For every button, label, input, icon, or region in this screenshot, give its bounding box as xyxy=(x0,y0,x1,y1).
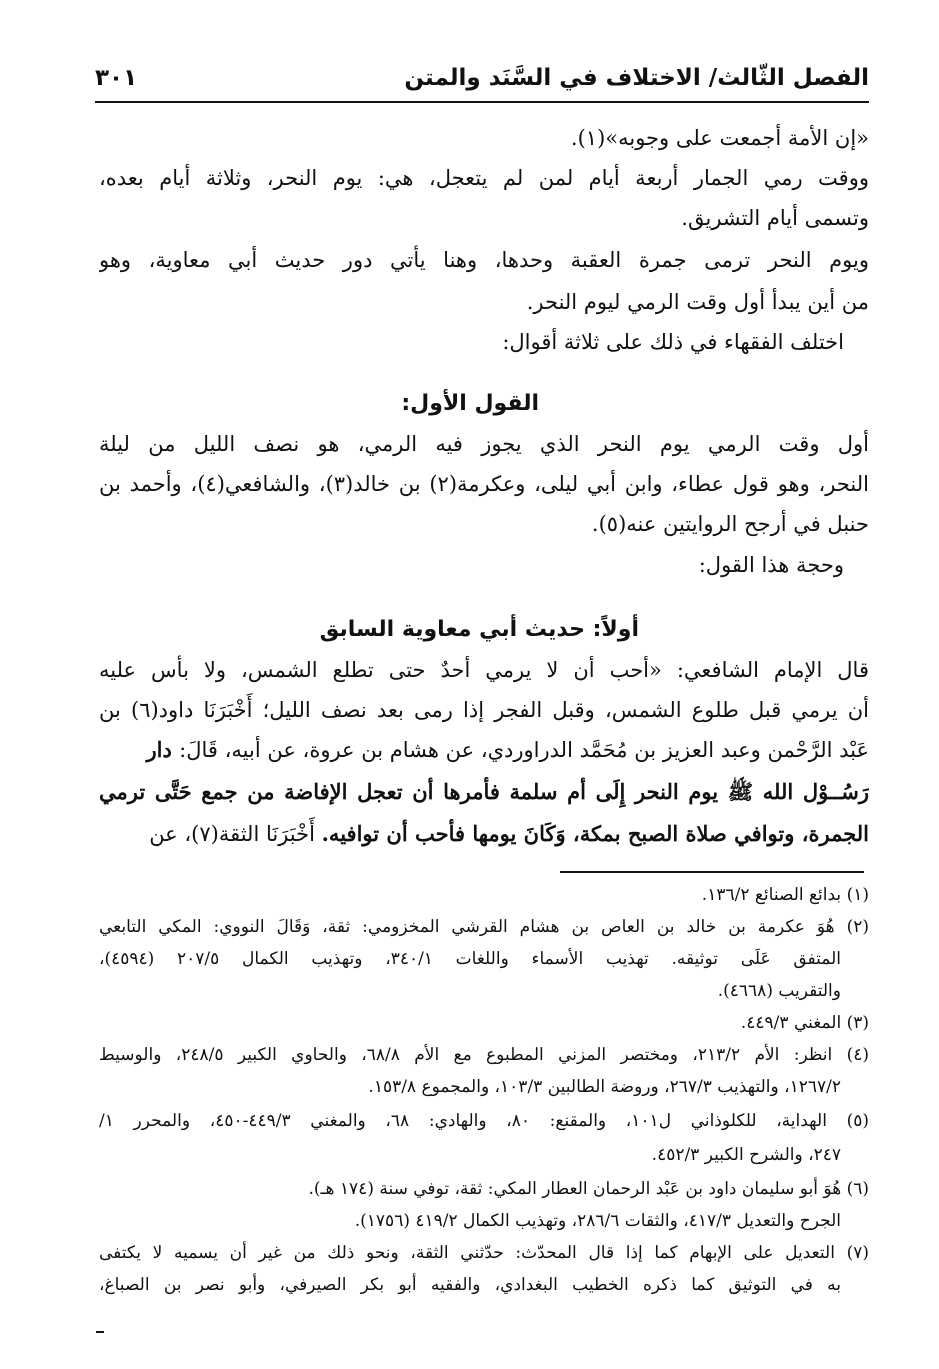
body-line: وتسمى أيام التشريق. xyxy=(681,206,869,230)
section-heading: القول الأول: xyxy=(401,391,539,416)
footnote-line: ١٢٦٧/٢، والتهذيب ٢٦٧/٣، وروضة الطالبين ١٠٣/٣، والمجموع ١٥٣/٨. xyxy=(368,1077,841,1097)
footnote-line: المتفق عَلَى توثيقه. تهذيب الأسماء واللغات ٣٤٠/١، وتهذيب الكمال ٢٠٧/٥ (٤٥٩٤)، xyxy=(99,949,841,969)
body-line: النحر، وهو قول عطاء، وابن أبي ليلى، وعكرمة(٢) بن خالد(٣)، والشافعي(٤)، وأحمد بن xyxy=(99,472,869,496)
hadith-text-bold: الجمرة، وتوافي صلاة الصبح بمكة، وَكَانَ يومها فأحب أن توافيه. xyxy=(321,821,869,846)
body-line: اختلف الفقهاء في ذلك على ثلاثة أقوال: xyxy=(502,330,844,354)
footnote-line: به في التوثيق كما ذكره الخطيب البغدادي، والفقيه أبو بكر الصيرفي، وأبو نصر بن الصباغ، xyxy=(99,1275,841,1295)
continuation-mark xyxy=(96,1331,104,1333)
body-line: «إن الأمة أجمعت على وجوبه»(١). xyxy=(570,126,869,150)
footnote-line: (٢) هُوَ عكرمة بن خالد بن العاص بن هشام القرشي المخزومي: ثقة، وَقَالَ النووي: المكي التابعي xyxy=(99,917,869,937)
footnote-line: (١) بدائع الصنائع ١٣٦/٢. xyxy=(701,885,869,905)
body-line: أن يرمي قبل طلوع الشمس، وقبل الفجر إذا رمى بعد نصف الليل؛ أَخْبَرَنَا داود(٦) بن xyxy=(99,698,869,722)
body-line: قال الإمام الشافعي: «أحب أن لا يرمي أحدٌ حتى تطلع الشمس، ولا بأس عليه xyxy=(99,658,869,682)
footnote-line: (٣) المغني ٤٤٩/٣. xyxy=(740,1013,869,1033)
footnote-line: (٥) الهداية، للكلوذاني ل١٠١، والمقنع: ٨٠، والهادي: ٦٨، والمغني ٤٤٩/٣-٤٥٠، والمحرر ١/ xyxy=(99,1111,869,1131)
footnote-line: الجرح والتعديل ٤١٧/٣، والثقات ٢٨٦/٦، وتهذيب الكمال ٤١٩/٢ (١٧٥٦). xyxy=(354,1211,841,1231)
body-line: أول وقت الرمي يوم النحر الذي يجوز فيه الرمي، هو نصف الليل من ليلة xyxy=(99,432,869,456)
footnote-line: (٤) انظر: الأم ٢١٣/٢، ومختصر المزني المطبوع مع الأم ٦٨/٨، والحاوي الكبير ٢٤٨/٥، والوسيط xyxy=(99,1045,869,1065)
footnote-divider xyxy=(560,871,864,873)
body-line xyxy=(99,730,869,770)
body-line-text: عَبْد الرَّحْمن وعبد العزيز بن مُحَمَّد الدراوردي، عن هشام بن عروة، عن أبيه، قَالَ: xyxy=(179,738,869,762)
footnote-line: والتقريب (٤٦٦٨). xyxy=(717,981,841,1001)
section-heading: أولاً: حديث أبي معاوية السابق xyxy=(319,617,639,642)
footnote-line: (٧) التعديل على الإبهام كما إذا قال المحدّث: حدّثني الثقة، ونحو ذلك من غير أن يسميه لا يكتفى xyxy=(99,1243,869,1263)
body-line: ووقت رمي الجمار أربعة أيام لمن لم يتعجل، هي: يوم النحر، وثلاثة أيام بعده، xyxy=(99,166,869,190)
body-line xyxy=(99,814,869,854)
hadith-text-bold: دار xyxy=(146,737,180,762)
footnote-line: ٢٤٧، والشرح الكبير ٤٥٢/٣. xyxy=(651,1145,841,1165)
page-number: ٣٠١ xyxy=(95,65,138,91)
body-line: حنبل في أرجح الروايتين عنه(٥). xyxy=(591,512,869,536)
hadith-line: رَسُــوْل الله ﷺ يوم النحر إِلَى أم سلمة فأمرها أن تعجل الإفاضة من جمع حَتَّى ترمي xyxy=(99,779,869,804)
body-line: ويوم النحر ترمى جمرة العقبة وحدها، وهنا يأتي دور حديث أبي معاوية، وهو xyxy=(99,248,869,272)
header-divider xyxy=(95,101,869,103)
footnote-line: (٦) هُوَ أبو سليمان داود بن عَبْد الرحمان العطار المكي: ثقة، توفي سنة (١٧٤ هـ). xyxy=(308,1179,869,1199)
body-line-text: أَخْبَرَنَا الثقة(٧)، عن xyxy=(149,822,322,846)
body-line: وحجة هذا القول: xyxy=(698,553,844,577)
page-header xyxy=(95,58,869,98)
body-line: من أين يبدأ أول وقت الرمي ليوم النحر. xyxy=(526,290,869,314)
chapter-title: الفصل الثّالث/ الاختلاف في السَّنَد والمتن xyxy=(404,65,869,91)
